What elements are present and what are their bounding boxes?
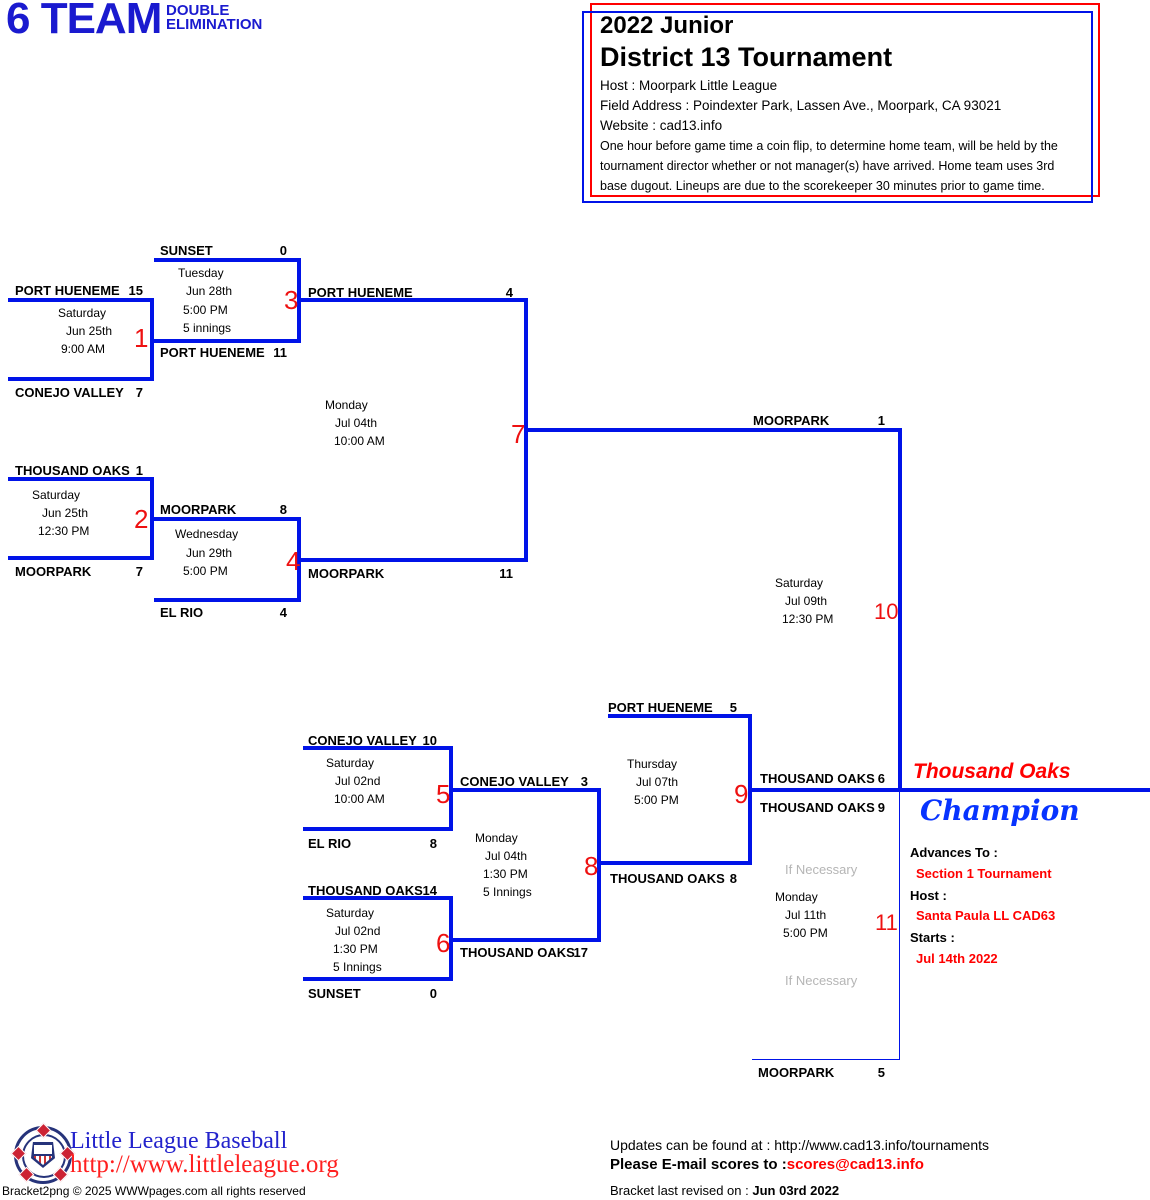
tournament-website: Website : cad13.info <box>600 118 723 133</box>
tournament-host: Host : Moorpark Little League <box>600 78 778 93</box>
tournament-note-line1: One hour before game time a coin flip, to determine home team, will be held by the <box>600 139 1058 153</box>
game-4-date: Jun 29th <box>186 546 233 560</box>
email-scores-line <box>610 1156 924 1173</box>
advances-to-value: Section 1 Tournament <box>916 866 1052 881</box>
champion-line <box>748 788 1150 792</box>
game-8-top-score: 3 <box>580 774 588 789</box>
game-10-day: Saturday <box>775 576 824 590</box>
bracket-line <box>601 861 752 865</box>
game-3-number: 3 <box>284 285 299 315</box>
game-9-number: 9 <box>734 779 749 809</box>
game-11-day: Monday <box>775 890 818 904</box>
game-5-bottom-score: 8 <box>429 836 437 851</box>
league-name: Little League Baseball <box>70 1128 288 1154</box>
game-1-date: Jun 25th <box>66 324 113 338</box>
game-3-top-score: 0 <box>279 243 287 258</box>
game-10-top-score: 1 <box>877 413 885 428</box>
section-host-value: Santa Paula LL CAD63 <box>916 908 1056 923</box>
game-8-bottom-score: 17 <box>573 945 588 960</box>
updates-text: Updates can be found at : http://www.cad13.info/tournaments <box>610 1137 990 1153</box>
bracket-line <box>748 714 752 865</box>
game-8-day: Monday <box>475 831 518 845</box>
game-9-bottom-team: THOUSAND OAKS <box>610 871 725 886</box>
game-11-time: 5:00 PM <box>783 926 828 940</box>
game-6-day: Saturday <box>326 906 375 920</box>
email-scores-address: scores@cad13.info <box>786 1156 924 1173</box>
game-2-top-team: THOUSAND OAKS <box>15 463 130 478</box>
game-5-date: Jul 02nd <box>335 774 381 788</box>
game-1-top-team: PORT HUENEME <box>15 283 120 298</box>
bracket-line <box>303 827 453 831</box>
logo-keystone-field <box>34 1145 52 1156</box>
section-starts-label: Starts : <box>910 930 955 945</box>
game-5-day: Saturday <box>326 756 375 770</box>
game-4-number: 4 <box>286 546 301 576</box>
league-url: http://www.littleleague.org <box>70 1151 339 1178</box>
tournament-note-line3: base dugout. Lineups are due to the scorekeeper 30 minutes prior to game time. <box>600 179 1045 193</box>
bracket-line <box>154 258 301 262</box>
game-7-date: Jul 04th <box>335 416 378 430</box>
game-2-top-score: 1 <box>135 463 143 478</box>
game-5-bottom-team: EL RIO <box>308 836 352 851</box>
game-1-top-score: 15 <box>128 283 143 298</box>
game-6-innings: 5 Innings <box>333 960 382 974</box>
tournament-year-division: 2022 Junior <box>600 12 734 39</box>
game-9-bottom-score: 8 <box>729 871 737 886</box>
game-7-number: 7 <box>511 419 526 449</box>
game-11-date: Jul 11th <box>785 908 827 922</box>
game-1-bottom-score: 7 <box>135 385 143 400</box>
game-5-time: 10:00 AM <box>334 792 385 806</box>
game-3-bottom-score: 11 <box>273 345 287 360</box>
game-6-date: Jul 02nd <box>335 924 381 938</box>
page-title: 6 TEAM <box>6 0 162 43</box>
page-subtitle-line2: ELIMINATION <box>166 16 263 33</box>
revised-date: Jun 03rd 2022 <box>752 1183 840 1198</box>
game-4-day: Wednesday <box>175 527 239 541</box>
game-8-date: Jul 04th <box>485 849 528 863</box>
bracket-line <box>301 558 524 562</box>
little-league-logo <box>14 1126 72 1184</box>
game-6-bottom-team: SUNSET <box>308 986 361 1001</box>
bracket-line <box>8 556 154 560</box>
game-11-top-score: 9 <box>877 800 885 815</box>
game-6-top-team: THOUSAND OAKS <box>308 883 423 898</box>
bracket-line <box>528 428 902 432</box>
game-7-day: Monday <box>325 398 368 412</box>
game-4-bottom-team: EL RIO <box>160 605 204 620</box>
game-2-bottom-score: 7 <box>135 564 143 579</box>
game-11-top-team: THOUSAND OAKS <box>760 800 875 815</box>
game-10-bottom-team: THOUSAND OAKS <box>760 771 875 786</box>
game-7-bottom-score: 11 <box>499 566 513 581</box>
game-11-bottom-score: 5 <box>877 1065 885 1080</box>
revised-label: Bracket last revised on : <box>610 1183 749 1198</box>
game-3-day: Tuesday <box>178 266 224 280</box>
game-8-bottom-team: THOUSAND OAKS <box>460 945 575 960</box>
game-9-top-team: PORT HUENEME <box>608 700 713 715</box>
game-1-number: 1 <box>134 323 149 353</box>
game-3-innings: 5 innings <box>183 321 232 335</box>
game-10-time: 12:30 PM <box>782 612 834 626</box>
game-11-bottom-team: MOORPARK <box>758 1065 835 1080</box>
revised-line <box>610 1183 839 1198</box>
game-1-bottom-team: CONEJO VALLEY <box>15 385 124 400</box>
game-8-number: 8 <box>584 851 599 881</box>
game-2-date: Jun 25th <box>42 506 89 520</box>
copyright-text: Bracket2png © 2025 WWWpages.com all rights reserved <box>2 1184 306 1198</box>
game-3-bottom-team: PORT HUENEME <box>160 345 265 360</box>
bracket-line <box>154 517 301 521</box>
email-scores-label: Please E-mail scores to : <box>610 1156 787 1173</box>
section-host-label: Host : <box>910 888 947 903</box>
game-2-time: 12:30 PM <box>38 524 90 538</box>
game-10-number: 10 <box>874 599 899 624</box>
game-2-number: 2 <box>134 504 149 534</box>
tournament-note-line2: tournament director whether or not manager(s) have arrived. Home team uses 3rd <box>600 159 1055 173</box>
page-subtitle-line1: DOUBLE <box>166 2 230 19</box>
game-3-top-team: SUNSET <box>160 243 213 258</box>
champion-label: Champion <box>920 794 1080 827</box>
game-3-date: Jun 28th <box>186 284 233 298</box>
game-1-day: Saturday <box>58 306 107 320</box>
game-6-top-score: 14 <box>422 883 437 898</box>
game-11-number: 11 <box>875 910 898 935</box>
game-6-number: 6 <box>436 928 451 958</box>
game-7-bottom-team: MOORPARK <box>308 566 385 581</box>
game-3-time: 5:00 PM <box>183 303 228 317</box>
bracket-line <box>303 977 453 981</box>
game-9-top-score: 5 <box>729 700 737 715</box>
bracket-line <box>154 339 301 343</box>
game-10-date: Jul 09th <box>785 594 828 608</box>
game-4-top-team: MOORPARK <box>160 502 237 517</box>
game-6-bottom-score: 0 <box>429 986 437 1001</box>
game-5-number: 5 <box>436 779 451 809</box>
game-2-day: Saturday <box>32 488 81 502</box>
game-4-top-score: 8 <box>279 502 287 517</box>
game-10-top-team: MOORPARK <box>753 413 830 428</box>
bracket-line-if-necessary <box>899 792 900 1060</box>
section-starts-value: Jul 14th 2022 <box>916 951 998 966</box>
game-9-day: Thursday <box>627 757 678 771</box>
tournament-field-address: Field Address : Poindexter Park, Lassen Ave., Moorpark, CA 93021 <box>600 98 1002 113</box>
bracket-line <box>154 598 301 602</box>
game-2-bottom-team: MOORPARK <box>15 564 92 579</box>
game-8-innings: 5 Innings <box>483 885 532 899</box>
game-4-time: 5:00 PM <box>183 564 228 578</box>
game-11-if-necessary-bottom: If Necessary <box>785 973 858 988</box>
bracket-line <box>453 938 601 942</box>
tournament-name: District 13 Tournament <box>600 42 893 72</box>
game-6-time: 1:30 PM <box>333 942 378 956</box>
game-1-time: 9:00 AM <box>61 342 106 356</box>
game-9-time: 5:00 PM <box>634 793 679 807</box>
bracket-line <box>8 377 154 381</box>
game-5-top-score: 10 <box>422 733 437 748</box>
game-5-top-team: CONEJO VALLEY <box>308 733 417 748</box>
game-11-if-necessary-top: If Necessary <box>785 862 858 877</box>
game-9-date: Jul 07th <box>636 775 679 789</box>
game-7-top-score: 4 <box>505 285 513 300</box>
game-7-time: 10:00 AM <box>334 434 385 448</box>
champion-team-name: Thousand Oaks <box>913 760 1071 783</box>
advances-to-label: Advances To : <box>910 845 998 860</box>
bracket-line <box>898 428 902 792</box>
bracket-line <box>8 298 154 302</box>
game-4-bottom-score: 4 <box>279 605 287 620</box>
bracket-line-if-necessary <box>752 1059 900 1060</box>
game-10-bottom-score: 6 <box>877 771 885 786</box>
game-8-time: 1:30 PM <box>483 867 528 881</box>
game-7-top-team: PORT HUENEME <box>308 285 413 300</box>
game-8-top-team: CONEJO VALLEY <box>460 774 569 789</box>
